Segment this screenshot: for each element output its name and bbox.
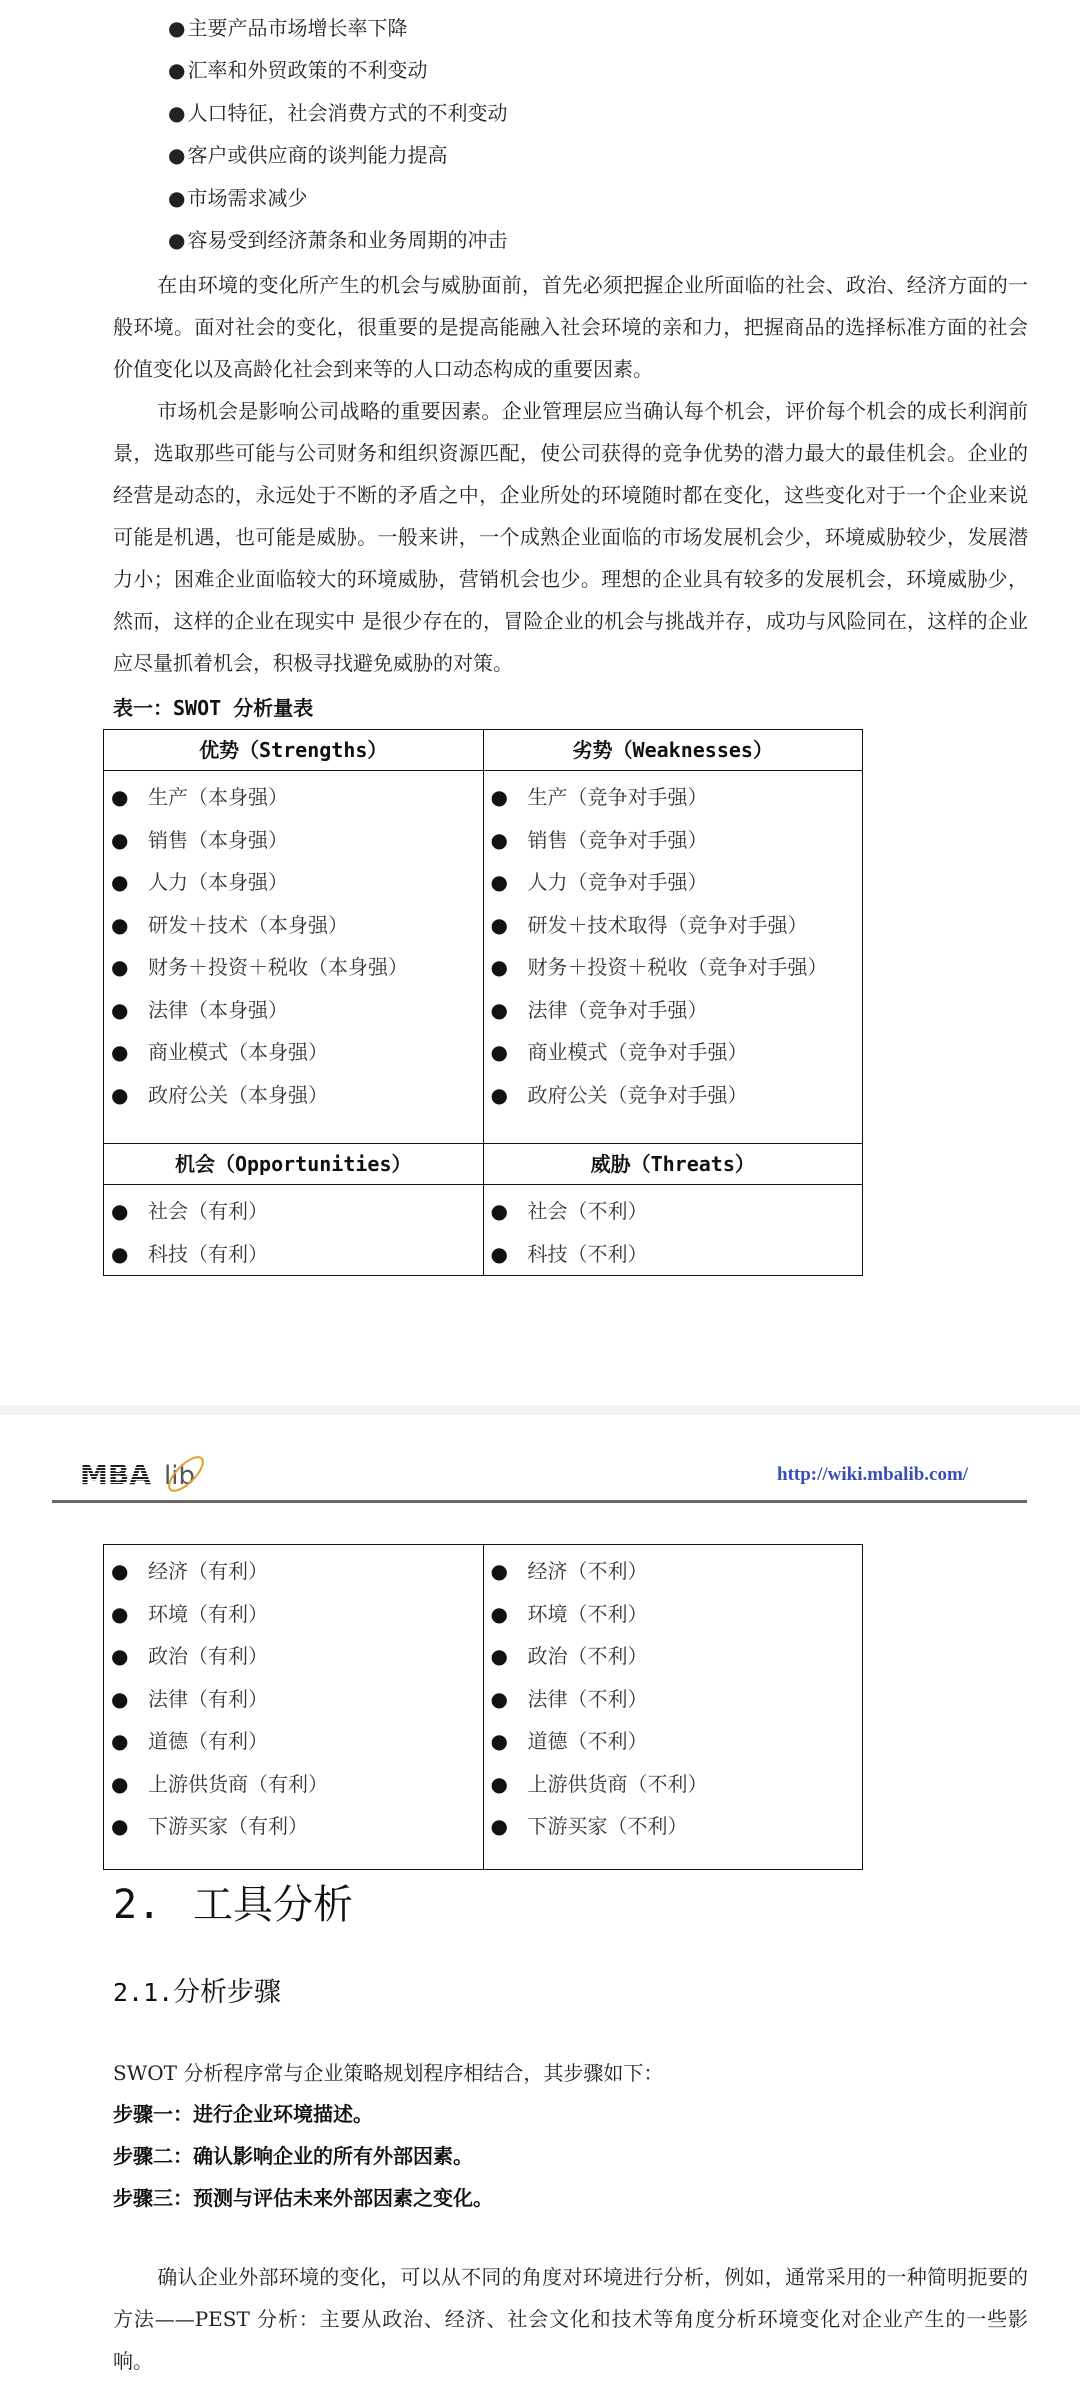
table-list-item: ● 环境（有利） [104,1593,483,1636]
bullet-icon: ● [111,1082,129,1107]
subsection-heading: 2.1.分析步骤 [113,1977,281,2008]
site-url-link[interactable]: http://wiki.mbalib.com/ [777,1464,969,1485]
paragraph-market-opportunity: 市场机会是影响公司战略的重要因素。企业管理层应当确认每个机会，评价每个机会的成长利润前景，选取那些可能与公司财务和组织资源匹配，使公司获得的竞争优势的潜力最大的最佳机会。企业的经营是动态的，永远处于不断的矛盾之中，企业所处的环境随时都在变化，这些变化对于一个企业来说可能是机遇，也可能是威胁。一般来讲，一个成熟企业面临的市场发展机会少，环境威胁较少，发展潜力小；困难企业面临较大的环境威胁，营销机会也少。理想的企业具有较多的发展机会，环境威胁少，然而，这样的企业在现实中 是很少存在的，冒险企业的机会与挑战并存，成功与风险同在，这样的企业应尽量抓着机会，积极寻找避免威胁的对策。 [113,399,1028,675]
bullet-icon: ● [111,955,129,979]
step-item: 步骤一：进行企业环境描述。 [113,2102,373,2126]
bullet-icon: ● [111,1601,129,1626]
bullet-icon: ● [490,1686,508,1711]
bullet-icon: ● [111,1644,129,1668]
threat-bullet: ● 客户或供应商的谈判能力提高 [168,143,448,167]
table-list-item: ● 政治（有利） [104,1635,483,1678]
bullet-icon: ● [490,1040,508,1064]
table-list-item: ● 道德（有利） [104,1720,483,1763]
bullet-icon: ● [111,1199,129,1223]
strengths-header: 优势（Strengths） [104,730,484,771]
opportunities-cell [104,1185,484,1276]
table-list-item: ● 商业模式（竞争对手强） [484,1031,863,1074]
table-list-item: ● 财务＋投资＋税收（竞争对手强） [484,946,863,989]
threat-bullet: ● 主要产品市场增长率下降 [168,16,408,40]
bullet-icon: ● [490,1771,508,1796]
bullet-icon: ● [490,785,508,809]
weaknesses-list [484,771,863,1116]
bullet-icon: ● [111,1559,129,1583]
table-list-item: ● 法律（本身强） [104,989,483,1032]
table-list-item: ● 研发＋技术取得（竞争对手强） [484,904,863,947]
table-list-item: ● 道德（不利） [484,1720,863,1763]
weaknesses-cell [483,771,863,1144]
bullet-icon: ● [490,1814,508,1838]
swot-table [103,729,863,1276]
bullet-icon: ● [168,143,186,167]
table-list-item: ● 生产（竞争对手强） [484,776,863,819]
bullet-icon: ● [111,1771,129,1796]
strengths-list [104,771,483,1116]
bullet-icon: ● [490,1082,508,1107]
table-list-item: ● 人力（竞争对手强） [484,861,863,904]
bullet-icon: ● [111,1729,129,1753]
swot-table-continued [103,1544,863,1870]
weaknesses-header: 劣势（Weaknesses） [483,730,863,771]
bullet-icon: ● [111,912,129,937]
table-list-item: ● 上游供货商（不利） [484,1763,863,1806]
bullet-icon: ● [111,785,129,809]
table-list-item: ● 经济（有利） [104,1550,483,1593]
table-list-item: ● 环境（不利） [484,1593,863,1636]
threats-cell [483,1185,863,1276]
table-list-item: ● 商业模式（本身强） [104,1031,483,1074]
step-item: 步骤三：预测与评估未来外部因素之变化。 [113,2186,493,2210]
bullet-icon: ● [490,1601,508,1626]
bullet-icon: ● [111,827,129,852]
bullet-icon: ● [490,955,508,979]
bullet-icon: ● [111,1040,129,1064]
bullet-icon: ● [168,58,186,82]
section-heading: 2. 工具分析 [113,1882,353,1928]
paragraph-pest: 确认企业外部环境的变化，可以从不同的角度对环境进行分析，例如，通常采用的一种简明扼要的方法——PEST 分析：主要从政治、经济、社会文化和技术等角度分析环境变化对企业产生的一些影响。 [113,2265,1028,2373]
threat-bullet: ● 人口特征，社会消费方式的不利变动 [168,101,508,125]
page-separator [0,1405,1080,1415]
table-list-item: ● 法律（竞争对手强） [484,989,863,1032]
table-list-item: ● 社会（不利） [484,1190,863,1233]
table-list-item: ● 社会（有利） [104,1190,483,1233]
bullet-icon: ● [490,997,508,1022]
bullet-icon: ● [111,997,129,1022]
table-list-item: ● 下游买家（有利） [104,1805,483,1848]
bullet-icon: ● [490,870,508,894]
table-list-item: ● 政府公关（竞争对手强） [484,1074,863,1117]
threat-bullet: ● 市场需求减少 [168,186,308,210]
strengths-cell [104,771,484,1144]
paragraph-environment: 在由环境的变化所产生的机会与威胁面前，首先必须把握企业所面临的社会、政治、经济方面的一般环境。面对社会的变化，很重要的是提高能融入社会环境的亲和力，把握商品的选择标准方面的社会价值变化以及高龄化社会到来等的人口动态构成的重要因素。 [113,273,1028,381]
bullet-icon: ● [490,827,508,852]
table-list-item: ● 经济（不利） [484,1550,863,1593]
threat-bullet: ● 汇率和外贸政策的不利变动 [168,58,428,82]
opportunities-list [104,1185,483,1275]
table-list-item: ● 销售（竞争对手强） [484,819,863,862]
bullet-icon: ● [111,1686,129,1711]
logo-text-main: MBA [80,1458,151,1491]
document-page-2 [0,1415,1080,2400]
table-list-item: ● 科技（不利） [484,1233,863,1276]
threats-list [484,1545,863,1848]
opportunities-list [104,1545,483,1848]
table-list-item: ● 生产（本身强） [104,776,483,819]
table-list-item: ● 上游供货商（有利） [104,1763,483,1806]
bullet-icon: ● [490,1644,508,1668]
threats-cell-continued [483,1545,863,1870]
logo-text-sub: lib [164,1461,195,1491]
table-list-item: ● 人力（本身强） [104,861,483,904]
bullet-icon: ● [490,1199,508,1223]
table-list-item: ● 科技（有利） [104,1233,483,1276]
table-list-item: ● 政治（不利） [484,1635,863,1678]
steps-intro: SWOT 分析程序常与企业策略规划程序相结合，其步骤如下： [113,2061,664,2085]
table-list-item: ● 下游买家（不利） [484,1805,863,1848]
table-caption: 表一：SWOT 分析量表 [113,696,314,720]
table-list-item: ● 研发＋技术（本身强） [104,904,483,947]
table-list-item: ● 法律（有利） [104,1678,483,1721]
table-list-item: ● 财务＋投资＋税收（本身强） [104,946,483,989]
threats-list [484,1185,863,1275]
bullet-icon: ● [168,101,186,125]
table-list-item: ● 法律（不利） [484,1678,863,1721]
bullet-icon: ● [168,228,186,252]
bullet-icon: ● [111,870,129,894]
bullet-icon: ● [111,1814,129,1838]
bullet-icon: ● [168,16,186,40]
bullet-icon: ● [168,186,186,210]
table-list-item: ● 销售（本身强） [104,819,483,862]
opportunities-cell-continued [104,1545,484,1870]
bullet-icon: ● [490,1241,508,1266]
bullet-icon: ● [490,1559,508,1583]
table-list-item: ● 政府公关（本身强） [104,1074,483,1117]
opportunities-header: 机会（Opportunities） [104,1144,484,1185]
bullet-icon: ● [490,912,508,937]
header-divider [52,1500,1027,1503]
bullet-icon: ● [111,1241,129,1266]
threats-header: 威胁（Threats） [483,1144,863,1185]
threat-bullet: ● 容易受到经济萧条和业务周期的冲击 [168,228,508,252]
step-item: 步骤二：确认影响企业的所有外部因素。 [113,2144,473,2168]
bullet-icon: ● [490,1729,508,1753]
mbalib-logo-icon [78,1450,218,1494]
